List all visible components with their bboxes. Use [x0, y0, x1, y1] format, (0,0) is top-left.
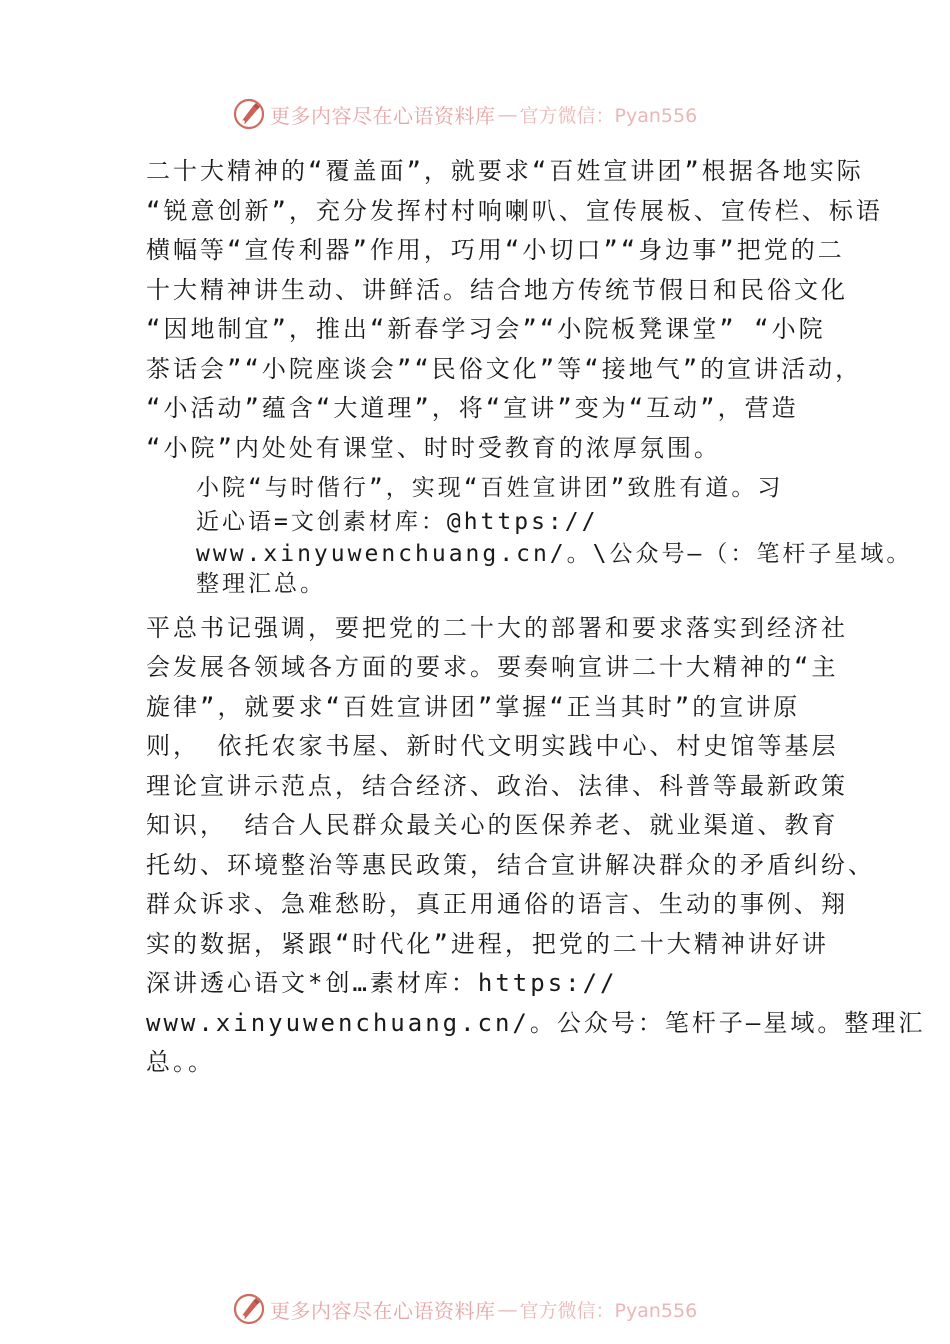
pen-nib-logo-icon [232, 97, 266, 131]
text-line: 近心语=文创素材库：@https:// [196, 509, 599, 535]
text-line: “锐意创新”，充分发挥村村响喇叭、宣传展板、宣传栏、标语 [146, 197, 883, 225]
footer-watermark-separator: — [497, 1297, 518, 1321]
text-line: 深讲透心语文*创…素材库：https:// [146, 969, 618, 997]
text-line: 知识， 结合人民群众最关心的医保养老、就业渠道、教育 [146, 811, 839, 839]
footer-watermark [232, 1291, 732, 1327]
text-line: “小活动”蕴含“大道理”，将“宣讲”变为“互动”，营造 [146, 394, 799, 422]
footer-watermark-contact: 官方微信：Pyan556 [519, 1299, 698, 1322]
text-line: “小院”内处处有课堂、时时受教育的浓厚氛围。 [146, 434, 721, 462]
text-line: 总。。 [146, 1048, 215, 1076]
header-watermark-text: 更多内容尽在心语资料库 [270, 103, 496, 128]
text-line: www.xinyuwenchuang.cn/。公众号：笔杆子—星域。整理汇 [146, 1009, 926, 1037]
header-watermark [232, 96, 732, 132]
text-line: www.xinyuwenchuang.cn/。\公众号—（：笔杆子星域。 [196, 541, 913, 567]
text-line: 小院“与时偕行”，实现“百姓宣讲团”致胜有道。习 [196, 475, 784, 501]
text-line: “因地制宜”，推出“新春学习会”“小院板凳课堂” “小院 [146, 315, 826, 343]
text-line: 群众诉求、急难愁盼，真正用通俗的语言、生动的事例、翔 [146, 890, 848, 918]
text-line: 会发展各领域各方面的要求。要奏响宣讲二十大精神的“主 [146, 653, 839, 681]
text-line: 平总书记强调，要把党的二十大的部署和要求落实到经济社 [146, 614, 848, 642]
footer-watermark-text: 更多内容尽在心语资料库 [270, 1298, 496, 1323]
header-watermark-contact: 官方微信：Pyan556 [519, 104, 698, 127]
text-line: 则， 依托农家书屋、新时代文明实践中心、村史馆等基层 [146, 732, 839, 760]
header-watermark-separator: — [497, 102, 518, 126]
text-line: 十大精神讲生动、讲鲜活。结合地方传统节假日和民俗文化 [146, 276, 848, 304]
pen-nib-logo-icon [232, 1292, 266, 1326]
text-line: 实的数据，紧跟“时代化”进程，把党的二十大精神讲好讲 [146, 930, 829, 958]
text-line: 横幅等“宣传利器”作用，巧用“小切口”“身边事”把党的二 [146, 236, 845, 264]
text-line: 理论宣讲示范点，结合经济、政治、法律、科普等最新政策 [146, 772, 848, 800]
text-line: 整理汇总。 [196, 571, 326, 597]
text-line: 托幼、环境整治等惠民政策，结合宣讲解决群众的矛盾纠纷、 [146, 851, 875, 879]
text-line: 二十大精神的“覆盖面”，就要求“百姓宣讲团”根据各地实际 [146, 157, 864, 185]
text-line: 旋律”，就要求“百姓宣讲团”掌握“正当其时”的宣讲原 [146, 693, 801, 721]
text-line: 茶话会”“小院座谈会”“民俗文化”等“接地气”的宣讲活动， [146, 355, 863, 383]
